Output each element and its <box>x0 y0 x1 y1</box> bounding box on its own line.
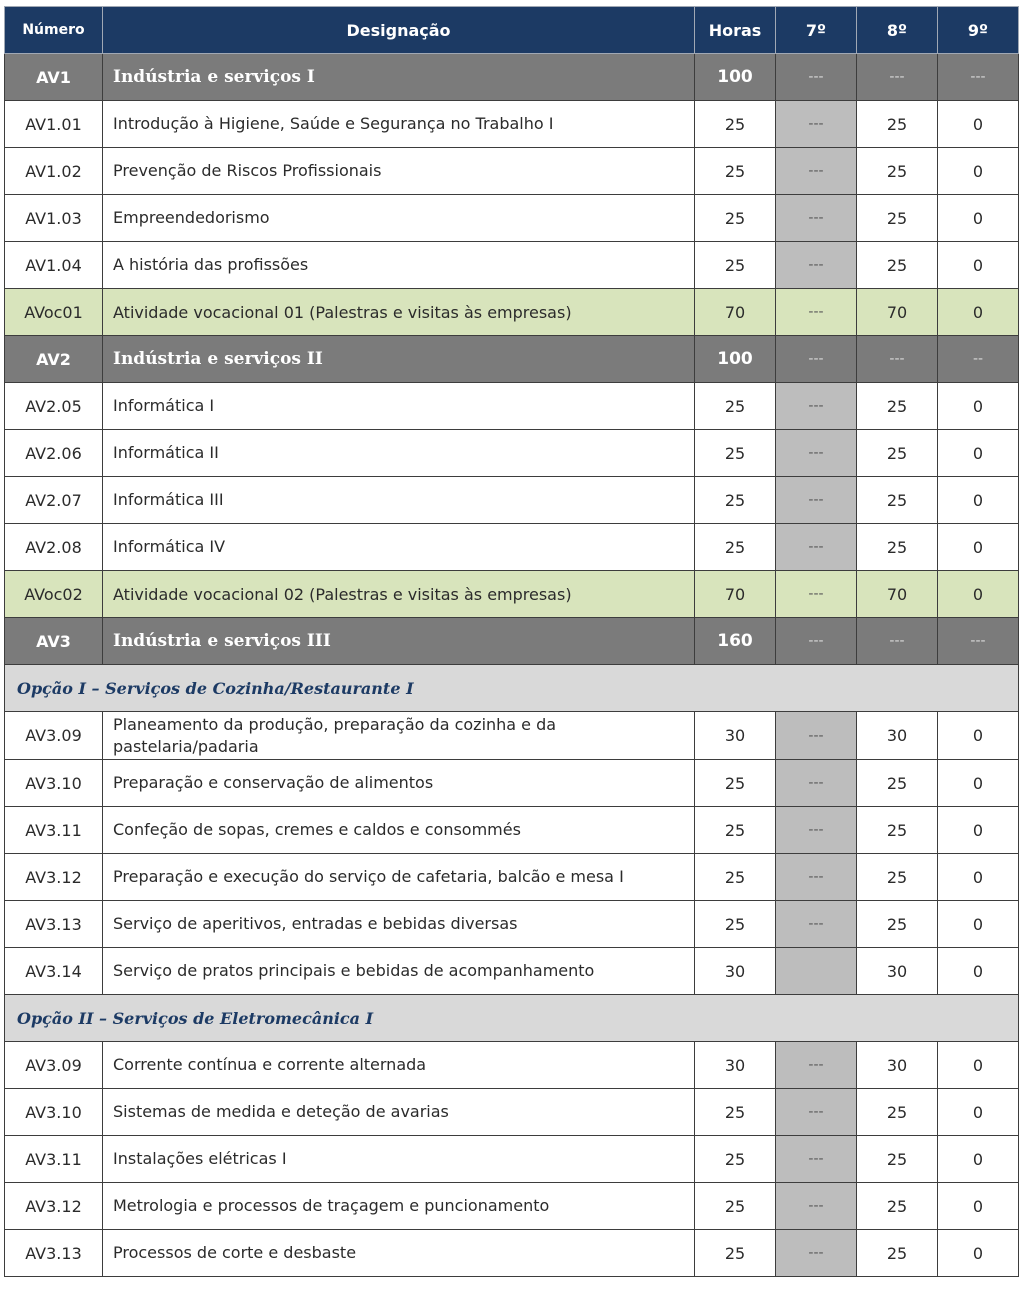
row-year-8: 25 <box>857 760 938 807</box>
row-horas: 25 <box>695 430 776 477</box>
row-numero: AV3.10 <box>5 1089 103 1136</box>
row-year-9: 0 <box>938 242 1019 289</box>
table-row <box>5 101 1019 148</box>
row-designacao: Instalações elétricas I <box>103 1136 695 1183</box>
vocational-year-7: --- <box>776 289 857 336</box>
group-year-9: -- <box>938 336 1019 383</box>
row-designacao: Introdução à Higiene, Saúde e Segurança no Trabalho I <box>103 101 695 148</box>
row-numero: AV1.01 <box>5 101 103 148</box>
row-numero: AV2.05 <box>5 383 103 430</box>
row-year-9: 0 <box>938 807 1019 854</box>
group-year-7: --- <box>776 336 857 383</box>
row-year-7: --- <box>776 148 857 195</box>
row-year-9: 0 <box>938 383 1019 430</box>
row-horas: 25 <box>695 1230 776 1277</box>
vocational-year-7: --- <box>776 571 857 618</box>
vocational-year-8: 70 <box>857 571 938 618</box>
row-designacao: Confeção de sopas, cremes e caldos e consommés <box>103 807 695 854</box>
row-numero: AV2.08 <box>5 524 103 571</box>
row-year-7: --- <box>776 1042 857 1089</box>
row-year-9: 0 <box>938 1042 1019 1089</box>
row-year-8: 25 <box>857 195 938 242</box>
table-row <box>5 383 1019 430</box>
row-horas: 25 <box>695 854 776 901</box>
table-row <box>5 195 1019 242</box>
row-year-9: 0 <box>938 430 1019 477</box>
table-row <box>5 524 1019 571</box>
row-numero: AV3.11 <box>5 807 103 854</box>
row-year-8: 25 <box>857 854 938 901</box>
row-year-7: --- <box>776 712 857 760</box>
row-numero: AV1.04 <box>5 242 103 289</box>
table-row <box>5 430 1019 477</box>
row-year-8: 25 <box>857 383 938 430</box>
row-horas: 30 <box>695 948 776 995</box>
table-row <box>5 807 1019 854</box>
row-year-9: 0 <box>938 1089 1019 1136</box>
row-horas: 25 <box>695 195 776 242</box>
row-year-9: 0 <box>938 1230 1019 1277</box>
row-year-7: --- <box>776 195 857 242</box>
row-designacao: Serviço de aperitivos, entradas e bebidas diversas <box>103 901 695 948</box>
vocational-row <box>5 289 1019 336</box>
row-year-9: 0 <box>938 760 1019 807</box>
row-numero: AV1.03 <box>5 195 103 242</box>
table-row <box>5 948 1019 995</box>
row-horas: 25 <box>695 901 776 948</box>
vocational-designacao: Atividade vocacional 02 (Palestras e visitas às empresas) <box>103 571 695 618</box>
vocational-horas: 70 <box>695 571 776 618</box>
row-year-7: --- <box>776 854 857 901</box>
group-designacao: Indústria e serviços III <box>103 618 695 665</box>
row-year-7: --- <box>776 101 857 148</box>
row-year-7: --- <box>776 1136 857 1183</box>
row-year-8: 30 <box>857 948 938 995</box>
group-row <box>5 618 1019 665</box>
row-horas: 25 <box>695 242 776 289</box>
group-year-7: --- <box>776 54 857 101</box>
row-horas: 25 <box>695 101 776 148</box>
vocational-year-8: 70 <box>857 289 938 336</box>
group-numero: AV1 <box>5 54 103 101</box>
row-year-7: --- <box>776 1230 857 1277</box>
row-year-9: 0 <box>938 477 1019 524</box>
row-year-7: --- <box>776 477 857 524</box>
header-designacao: Designação <box>103 7 695 54</box>
vocational-year-9: 0 <box>938 571 1019 618</box>
row-numero: AV3.09 <box>5 712 103 760</box>
row-designacao: Processos de corte e desbaste <box>103 1230 695 1277</box>
group-year-8: --- <box>857 618 938 665</box>
row-year-7: --- <box>776 901 857 948</box>
option-header <box>5 665 1019 712</box>
table-row <box>5 901 1019 948</box>
row-horas: 25 <box>695 1136 776 1183</box>
row-year-7: --- <box>776 807 857 854</box>
vocational-row <box>5 571 1019 618</box>
group-numero: AV3 <box>5 618 103 665</box>
row-year-7: --- <box>776 242 857 289</box>
row-numero: AV2.06 <box>5 430 103 477</box>
row-year-7: --- <box>776 1183 857 1230</box>
row-year-8: 25 <box>857 1089 938 1136</box>
table-row <box>5 1042 1019 1089</box>
header-year-8: 8º <box>857 7 938 54</box>
row-year-7: --- <box>776 383 857 430</box>
row-year-7: --- <box>776 1089 857 1136</box>
row-year-7: --- <box>776 760 857 807</box>
option-header <box>5 995 1019 1042</box>
row-year-9: 0 <box>938 148 1019 195</box>
row-year-7: --- <box>776 430 857 477</box>
row-year-8: 25 <box>857 430 938 477</box>
row-designacao: Corrente contínua e corrente alternada <box>103 1042 695 1089</box>
row-designacao: Informática II <box>103 430 695 477</box>
row-designacao: Preparação e conservação de alimentos <box>103 760 695 807</box>
group-designacao: Indústria e serviços I <box>103 54 695 101</box>
group-year-7: --- <box>776 618 857 665</box>
group-year-8: --- <box>857 54 938 101</box>
row-horas: 30 <box>695 1042 776 1089</box>
row-numero: AV3.13 <box>5 1230 103 1277</box>
table-row <box>5 854 1019 901</box>
group-designacao: Indústria e serviços II <box>103 336 695 383</box>
row-horas: 25 <box>695 383 776 430</box>
row-year-8: 25 <box>857 901 938 948</box>
vocational-designacao: Atividade vocacional 01 (Palestras e visitas às empresas) <box>103 289 695 336</box>
row-numero: AV2.07 <box>5 477 103 524</box>
group-horas: 100 <box>695 54 776 101</box>
row-year-9: 0 <box>938 948 1019 995</box>
group-row <box>5 336 1019 383</box>
group-row <box>5 54 1019 101</box>
row-year-9: 0 <box>938 195 1019 242</box>
header-year-9: 9º <box>938 7 1019 54</box>
header-numero: Número <box>5 7 103 54</box>
row-year-8: 25 <box>857 148 938 195</box>
curriculum-table <box>4 6 1019 1277</box>
row-year-8: 25 <box>857 1230 938 1277</box>
row-numero: AV3.12 <box>5 1183 103 1230</box>
row-year-9: 0 <box>938 1136 1019 1183</box>
row-horas: 25 <box>695 1183 776 1230</box>
vocational-numero: AVoc01 <box>5 289 103 336</box>
table-row <box>5 1230 1019 1277</box>
row-designacao: Informática I <box>103 383 695 430</box>
table-row <box>5 760 1019 807</box>
row-year-8: 25 <box>857 242 938 289</box>
row-year-8: 30 <box>857 1042 938 1089</box>
group-horas: 100 <box>695 336 776 383</box>
row-horas: 30 <box>695 712 776 760</box>
row-numero: AV1.02 <box>5 148 103 195</box>
table-row <box>5 242 1019 289</box>
row-year-9: 0 <box>938 101 1019 148</box>
vocational-numero: AVoc02 <box>5 571 103 618</box>
group-horas: 160 <box>695 618 776 665</box>
row-numero: AV3.10 <box>5 760 103 807</box>
row-year-8: 25 <box>857 1183 938 1230</box>
row-year-9: 0 <box>938 712 1019 760</box>
row-numero: AV3.12 <box>5 854 103 901</box>
row-year-8: 25 <box>857 807 938 854</box>
row-designacao: Informática IV <box>103 524 695 571</box>
table-row <box>5 1183 1019 1230</box>
row-year-8: 30 <box>857 712 938 760</box>
row-numero: AV3.11 <box>5 1136 103 1183</box>
option-title: Opção I – Serviços de Cozinha/Restaurante I <box>5 665 1019 712</box>
row-horas: 25 <box>695 1089 776 1136</box>
row-numero: AV3.09 <box>5 1042 103 1089</box>
row-year-7: --- <box>776 524 857 571</box>
row-horas: 25 <box>695 807 776 854</box>
header-horas: Horas <box>695 7 776 54</box>
row-designacao: Informática III <box>103 477 695 524</box>
header-year-7: 7º <box>776 7 857 54</box>
vocational-year-9: 0 <box>938 289 1019 336</box>
row-horas: 25 <box>695 148 776 195</box>
row-horas: 25 <box>695 477 776 524</box>
row-year-9: 0 <box>938 524 1019 571</box>
row-designacao: Sistemas de medida e deteção de avarias <box>103 1089 695 1136</box>
table-row <box>5 1136 1019 1183</box>
group-year-8: --- <box>857 336 938 383</box>
group-year-9: --- <box>938 54 1019 101</box>
row-designacao: Empreendedorismo <box>103 195 695 242</box>
row-horas: 25 <box>695 760 776 807</box>
group-numero: AV2 <box>5 336 103 383</box>
row-year-8: 25 <box>857 101 938 148</box>
row-designacao: Prevenção de Riscos Profissionais <box>103 148 695 195</box>
group-year-9: --- <box>938 618 1019 665</box>
table-row <box>5 477 1019 524</box>
row-year-9: 0 <box>938 854 1019 901</box>
row-numero: AV3.13 <box>5 901 103 948</box>
row-designacao: Preparação e execução do serviço de cafetaria, balcão e mesa I <box>103 854 695 901</box>
table-row <box>5 148 1019 195</box>
row-designacao: Serviço de pratos principais e bebidas de acompanhamento <box>103 948 695 995</box>
row-year-8: 25 <box>857 524 938 571</box>
row-horas: 25 <box>695 524 776 571</box>
row-year-9: 0 <box>938 901 1019 948</box>
row-numero: AV3.14 <box>5 948 103 995</box>
row-year-9: 0 <box>938 1183 1019 1230</box>
table-row <box>5 712 1019 760</box>
row-year-8: 25 <box>857 1136 938 1183</box>
table-row <box>5 1089 1019 1136</box>
row-year-8: 25 <box>857 477 938 524</box>
row-designacao: Metrologia e processos de traçagem e puncionamento <box>103 1183 695 1230</box>
row-designacao: A história das profissões <box>103 242 695 289</box>
row-year-7 <box>776 948 857 995</box>
row-designacao: Planeamento da produção, preparação da cozinha e da pastelaria/padaria <box>103 712 695 760</box>
vocational-horas: 70 <box>695 289 776 336</box>
option-title: Opção II – Serviços de Eletromecânica I <box>5 995 1019 1042</box>
table-header <box>5 7 1019 54</box>
